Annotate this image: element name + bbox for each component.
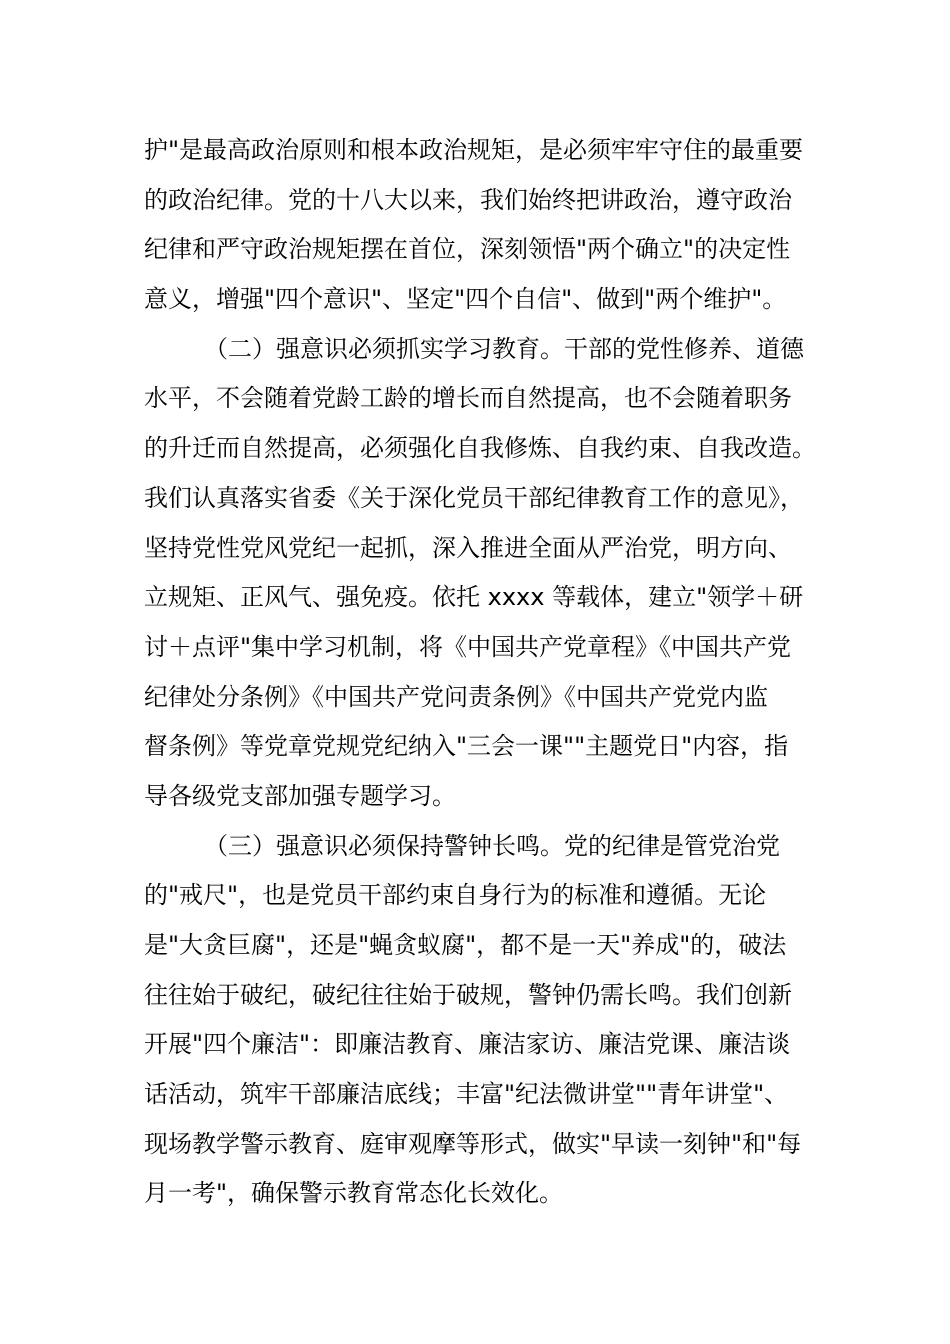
section-heading-line: （三）强意识必须保持警钟长鸣。党的纪律是管党治党	[204, 831, 780, 860]
text-line: 月一考"，确保警示教育常态化长效化。	[144, 1179, 564, 1208]
text-line: 的政治纪律。党的十八大以来，我们始终把讲政治，遵守政治	[144, 185, 792, 214]
text-line: 坚持党性党风党纪一起抓，深入推进全面从严治党，明方向、	[144, 533, 792, 562]
text-line: 现场教学警示教育、庭审观摩等形式，做实"早读一刻钟"和"每	[144, 1129, 802, 1158]
text-line: 导各级党支部加强专题学习。	[144, 781, 456, 810]
text-line: 开展"四个廉洁"：即廉洁教育、廉洁家访、廉洁党课、廉洁谈	[144, 1030, 791, 1059]
text-line: 我们认真落实省委《关于深化党员干部纪律教育工作的意见》，	[144, 483, 804, 512]
text-line: 纪律和严守政治规矩摆在首位，深刻领悟"两个确立"的决定性	[144, 235, 791, 264]
text-line: 讨＋点评"集中学习机制，将《中国共产党章程》《中国共产党	[144, 632, 792, 661]
text-line: 往往始于破纪，破纪往往始于破规，警钟仍需长鸣。我们创新	[144, 980, 792, 1009]
text-line: 纪律处分条例》《中国共产党问责条例》《中国共产党党内监	[144, 682, 768, 711]
text-line: 的"戒尺"，也是党员干部约束自身行为的标准和遵循。无论	[144, 881, 767, 910]
text-line: 的升迁而自然提高，必须强化自我修炼、自我约束、自我改造。	[144, 434, 816, 463]
text-line: 水平，不会随着党龄工龄的增长而自然提高，也不会随着职务	[144, 384, 792, 413]
section-heading-line: （二）强意识必须抓实学习教育。干部的党性修养、道德	[204, 334, 804, 363]
text-line: 话活动，筑牢干部廉洁底线；丰富"纪法微讲堂""青年讲堂"、	[144, 1080, 789, 1109]
text-line: 督条例》等党章党规党纪纳入"三会一课""主题党日"内容，指	[144, 732, 789, 761]
text-line: 意义，增强"四个意识"、坚定"四个自信"、做到"两个维护"。	[144, 285, 787, 314]
text-line: 护"是最高政治原则和根本政治规矩，是必须牢牢守住的最重要	[144, 136, 804, 164]
body-text	[144, 126, 844, 1219]
text-line: 是"大贪巨腐"，还是"蝇贪蚁腐"，都不是一天"养成"的，破法	[144, 931, 787, 959]
text-line: 立规矩、正风气、强免疫。依托 xxxx 等载体，建立"领学＋研	[144, 583, 804, 612]
